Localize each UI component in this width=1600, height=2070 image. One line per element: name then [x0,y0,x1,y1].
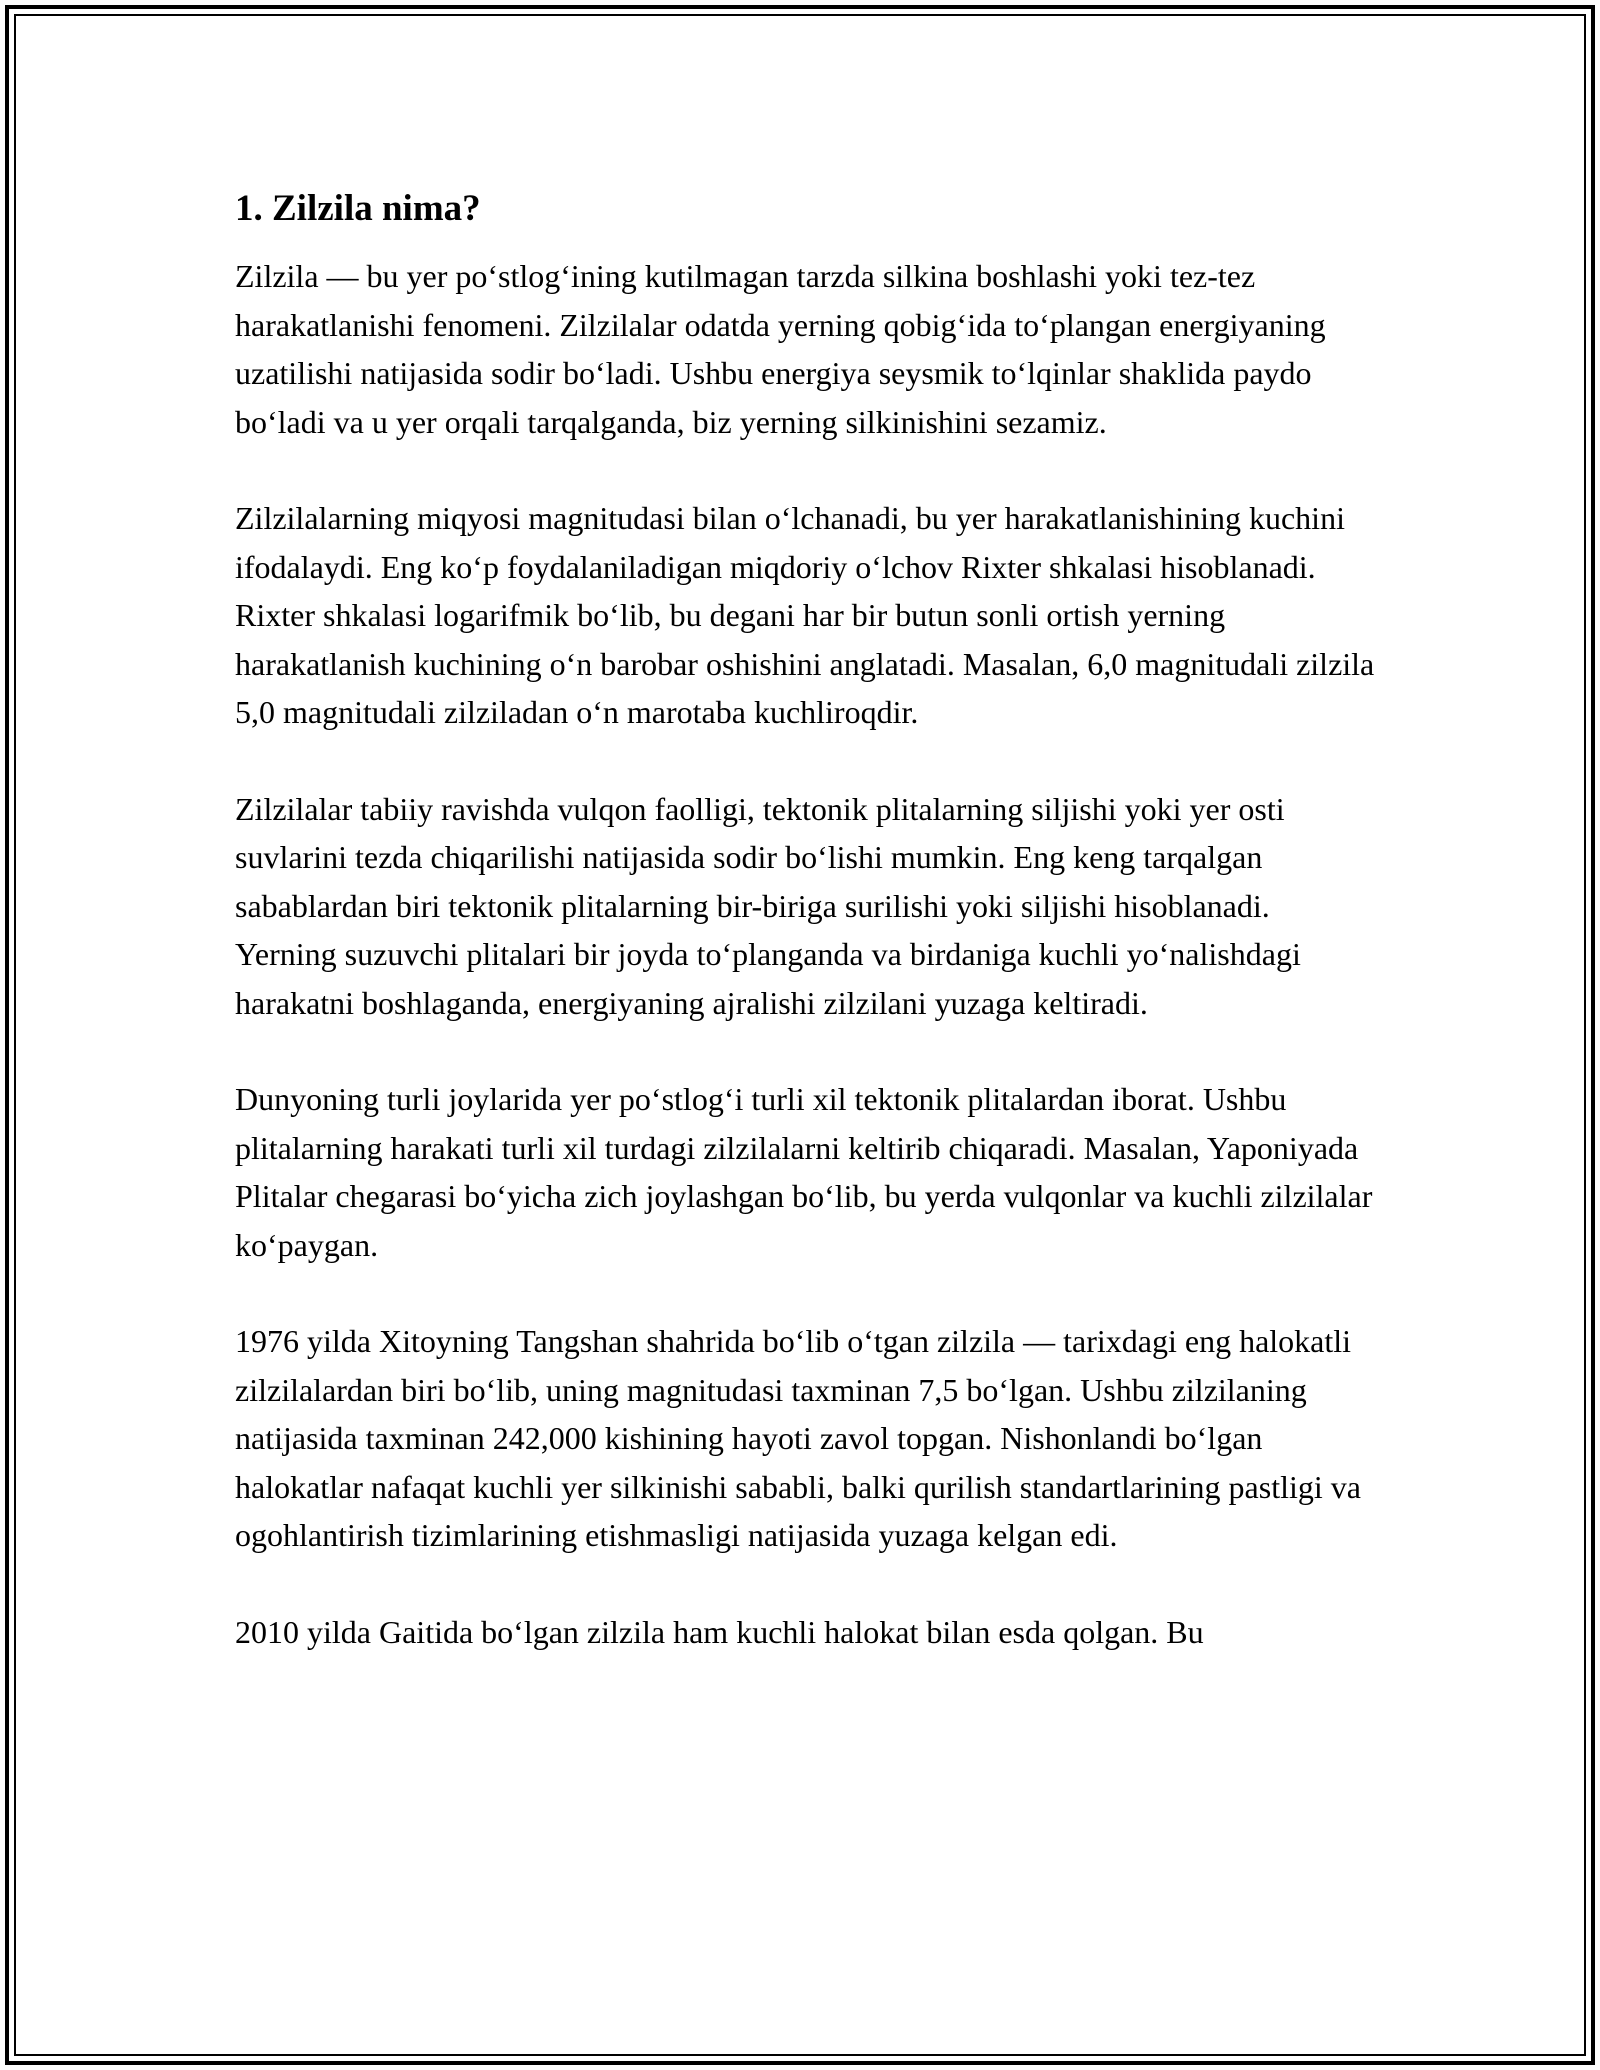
paragraph-plates: Dunyoning turli joylarida yer po‘stlog‘i turli xil tektonik plitalardan iborat. Ushbu plitalarning harakati turli xil turdagi zilzilalarni keltirib chiqaradi. Masalan, Yaponiyada Plitalar chegarasi bo‘yicha zich joylashgan bo‘lib, bu yerda vulqonlar va kuchli zilzilalar ko‘paygan. [235,1081,1373,1263]
paragraph-magnitude: Zilzilalarning miqyosi magnitudasi bilan o‘lchanadi, bu yer harakatlanishining kuchini ifodalaydi. Eng ko‘p foydalaniladigan miqdoriy o‘lchov Rixter shkalasi hisoblanadi. Rixter shkalasi logarifmik bo‘lib, bu degani har bir butun sonli ortish yerning harakatlanish kuchining o‘n barobar oshishini anglatadi. Masalan, 6,0 magnitudali zilzila 5,0 magnitudali zilziladan o‘n marotaba kuchliroqdir. [235,500,1375,730]
paragraph-causes: Zilzilalar tabiiy ravishda vulqon faolligi, tektonik plitalarning siljishi yoki yer osti suvlarini tezda chiqarilishi natijasida sodir bo‘lishi mumkin. Eng keng tarqalgan sabablardan biri tektonik plitalarning bir-biriga surilishi yoki siljishi hisoblanadi. Yerning suzuvchi plitalari bir joyda to‘planganda va birdaniga kuchli yo‘nalishdagi harakatni boshlaganda, energiyaning ajralishi zilzilani yuzaga keltiradi. [235,790,1301,1021]
section-heading: 1. Zilzila nima? [235,188,481,229]
paragraph-tangshan: 1976 yilda Xitoyning Tangshan shahrida bo‘lib o‘tgan zilzila — tarixdagi eng halokatli zilzilalardan biri bo‘lib, uning magnitudasi taxminan 7,5 bo‘lgan. Ushbu zilzilaning natijasida taxminan 242,000 kishining hayoti zavol topgan. Nishonlandi bo‘lgan halokatlar nafaqat kuchli yer silkinishi sababli, balki qurilish standartlarining pastligi va ogohlantirish tizimlarining etishmasligi natijasida yuzaga kelgan edi. [235,1323,1361,1553]
paragraph-haiti: 2010 yilda Gaitida bo‘lgan zilzila ham kuchli halokat bilan esda qolgan. Bu [235,1613,1204,1650]
paragraph-definition: Zilzila — bu yer po‘stlog‘ining kutilmagan tarzda silkina boshlashi yoki tez-tez harakatlanishi fenomeni. Zilzilalar odatda yerning qobig‘ida to‘plangan energiyaning uzatilishi natijasida sodir bo‘ladi. Ushbu energiya seysmik to‘lqinlar shaklida paydo bo‘ladi va u yer orqali tarqalganda, biz yerning silkinishini sezamiz. [235,258,1326,440]
document-body [235,186,1375,1704]
